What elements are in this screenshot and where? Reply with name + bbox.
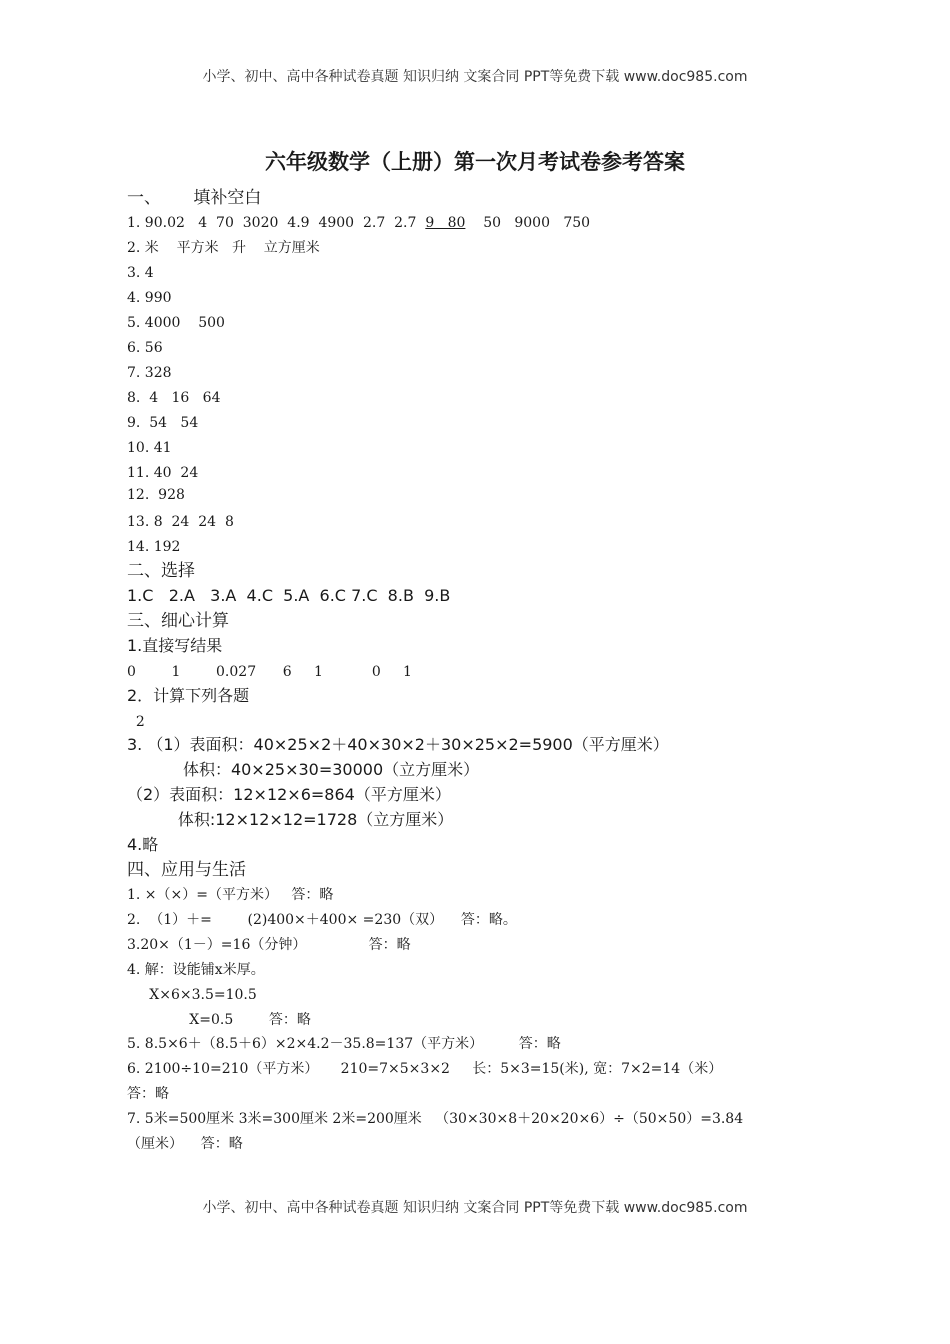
answer-1-14: 14. 192 [127,539,181,555]
app-answer-3: 3.20×（1－）=16（分钟） 答：略 [127,937,411,953]
app-answer-1: 1. ×（×）=（平方米） 答：略 [127,887,334,903]
q3-volume-2: 体积:12×12×12=1728（立方厘米） [127,810,454,829]
app-answer-2: 2. （1）＋= (2)400×＋400× =230（双） 答：略。 [127,912,517,928]
answer-1-3: 3. 4 [127,265,154,281]
app-answer-5: 5. 8.5×6＋（8.5＋6）×2×4.2－35.8=137（平方米） 答：略 [127,1036,561,1052]
answer-1-8: 8. 4 16 64 [127,390,221,406]
page-title: 六年级数学（上册）第一次月考试卷参考答案 [265,150,685,174]
answer-1-1-underlined: 9 80 [425,215,466,231]
answer-1-12: 12. 928 [127,487,185,503]
app-answer-4-step-1: X×6×3.5=10.5 [127,987,257,1003]
choice-answers: 1.C 2.A 3.A 4.C 5.A 6.C 7.C 8.B 9.B [127,586,451,605]
section-1-heading: 一、 填补空白 [127,188,262,208]
section-2-heading: 二、选择 [127,561,195,581]
app-answer-7-conclusion: （厘米） 答：略 [127,1136,243,1152]
q4-answer: 4.略 [127,835,159,854]
q3-surface-area-1: 3. （1）表面积：40×25×2＋40×30×2＋30×25×2=5900（平方厘米） [127,735,669,754]
q3-volume-1: 体积：40×25×30=30000（立方厘米） [127,760,480,779]
answer-1-1 [127,214,590,232]
app-answer-4: 4. 解：设能铺x米厚。 [127,962,265,978]
app-answer-6-conclusion: 答：略 [127,1086,169,1102]
answer-1-1-part-a: 1. 90.02 4 70 3020 4.9 4900 2.7 2.7 [127,215,426,231]
section-3-sub-1: 1.直接写结果 [127,636,223,655]
answer-1-1-part-b: 50 9000 750 [465,215,591,231]
app-answer-4-step-2: X=0.5 答：略 [127,1012,311,1028]
answer-1-7: 7. 328 [127,365,172,381]
calc-result: 2 [127,714,145,730]
answer-1-13: 13. 8 24 24 8 [127,514,234,530]
section-3-sub-2: 2．计算下列各题 [127,686,250,705]
answer-1-11: 11. 40 24 [127,465,199,481]
app-answer-7: 7. 5米=500厘米 3米=300厘米 2米=200厘米 （30×30×8＋20×20×6）÷（50×50）=3.84 [127,1111,744,1127]
answer-1-5: 5. 4000 500 [127,315,225,331]
answer-1-2: 2. 米 平方米 升 立方厘米 [127,240,320,256]
page-header: 小学、初中、高中各种试卷真题 知识归纳 文案合同 PPT等免费下载 www.doc985.com [202,69,748,85]
answer-1-4: 4. 990 [127,290,172,306]
direct-results: 0 1 0.027 6 1 0 1 [127,664,412,680]
page-footer: 小学、初中、高中各种试卷真题 知识归纳 文案合同 PPT等免费下载 www.doc985.com [202,1200,748,1216]
q3-surface-area-2: （2）表面积：12×12×6=864（平方厘米） [127,785,451,804]
answer-1-6: 6. 56 [127,340,163,356]
answer-1-10: 10. 41 [127,440,172,456]
answer-1-9: 9. 54 54 [127,415,199,431]
app-answer-6: 6. 2100÷10=210（平方米） 210=7×5×3×2 长：5×3=15(米), 宽：7×2=14（米） [127,1061,723,1077]
section-3-heading: 三、细心计算 [127,611,229,631]
section-4-heading: 四、应用与生活 [127,860,246,880]
